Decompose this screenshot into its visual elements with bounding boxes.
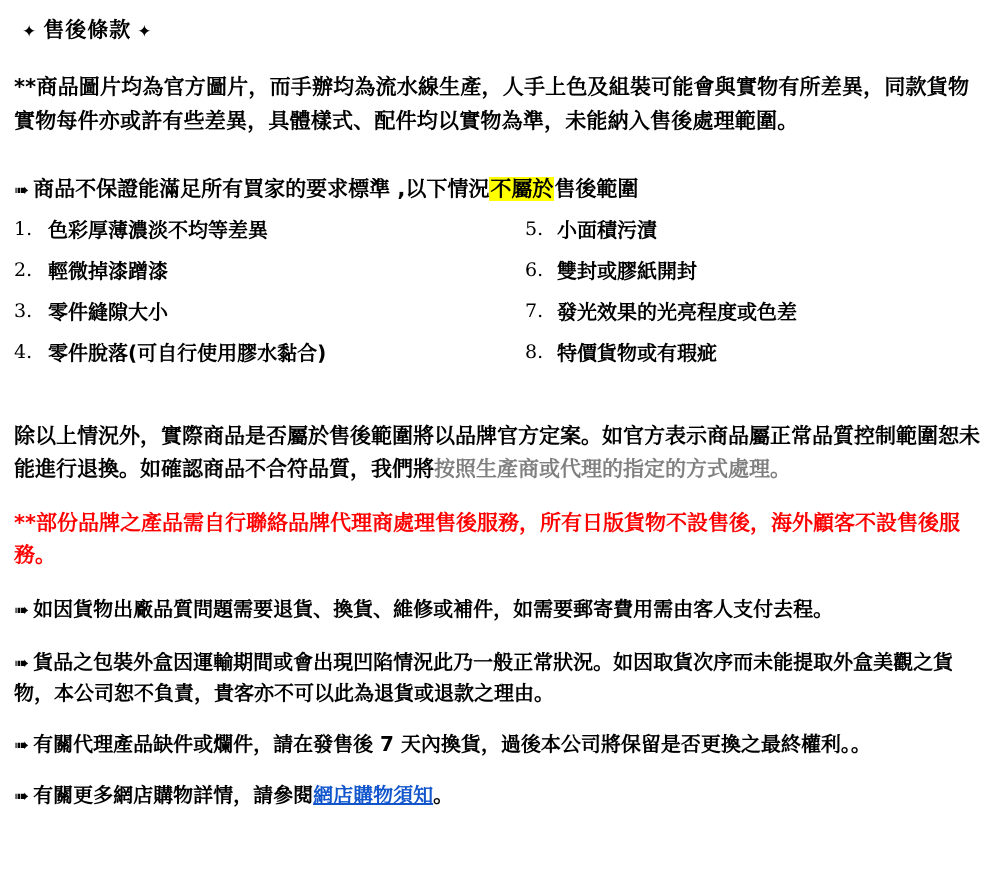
scope-line	[14, 174, 988, 206]
note-more-info-after: 。	[433, 782, 454, 807]
exclusions-left-list	[14, 217, 501, 365]
list-item-label: 色彩厚薄濃淡不均等差異	[48, 217, 268, 242]
arrow-icon: ➠	[14, 734, 30, 756]
exclusions-right-column	[501, 217, 988, 384]
list-item-number: 6.	[525, 258, 544, 281]
list-item	[14, 299, 501, 324]
note-shipping-fee	[14, 594, 988, 625]
scope-explanation-part2: 按照生產商或代理的指定的方式處理。	[434, 457, 791, 482]
arrow-icon: ➠	[14, 652, 30, 674]
list-item	[525, 217, 988, 242]
list-item	[525, 299, 988, 324]
scope-explanation-part1: 除以上情況外，實際商品是否屬於售後範圍將以品牌官方定案。如官方表示商品屬正常品質控制範圍恕未能進行退換。如確認商品不合符品質，我們將	[14, 423, 980, 482]
note-missing-parts-text: 有關代理產品缺件或爛件，請在發售後 7 天內換貨，過後本公司將保留是否更換之最終權利。。	[33, 731, 871, 756]
note-packaging-condition	[14, 647, 988, 709]
arrow-icon: ➠	[14, 785, 30, 807]
list-item-number: 3.	[14, 299, 33, 322]
scope-highlight: 不屬於	[490, 177, 554, 202]
scope-line-before: 商品不保證能滿足所有買家的要求標準 ,以下情況	[33, 177, 490, 202]
note-more-info	[14, 780, 988, 811]
list-item	[525, 340, 988, 365]
star-icon-left: ✦	[22, 22, 38, 42]
brand-agent-warning: **部份品牌之產品需自行聯絡品牌代理商處理售後服務，所有日版貨物不設售後，海外顧客不設售後服務。	[14, 510, 960, 568]
list-item-label: 小面積污漬	[557, 217, 657, 242]
list-item	[14, 340, 501, 365]
page-title-text: 售後條款	[43, 18, 132, 42]
intro-paragraph: **商品圖片均為官方圖片，而手辦均為流水線生產，人手上色及組裝可能會與實物有所差異，同款貨物實物每件亦或許有些差異，具體樣式、配件均以實物為準，未能納入售後處理範圍。	[14, 75, 970, 134]
exclusions-left-column	[14, 217, 501, 384]
note-shipping-fee-text: 如因貨物出廠品質問題需要退貨、換貨、維修或補件，如需要郵寄費用需由客人支付去程。	[33, 596, 834, 621]
list-item	[14, 217, 501, 242]
list-item	[14, 258, 501, 283]
page-title	[16, 14, 988, 44]
note-missing-parts	[14, 729, 988, 760]
note-packaging-condition-text: 貨品之包裝外盒因運輸期間或會出現凹陷情況此乃一般正常狀況。如因取貨次序而未能提取外盒美觀之貨物，本公司恕不負責，貴客亦不可以此為退貨或退款之理由。	[14, 649, 954, 705]
list-item-number: 7.	[525, 299, 544, 322]
list-item-number: 1.	[14, 217, 33, 240]
list-item-label: 發光效果的光亮程度或色差	[557, 299, 797, 324]
list-item-label: 輕微掉漆蹭漆	[48, 258, 168, 283]
exclusions-right-list	[525, 217, 988, 365]
scope-line-after: 售後範圍	[554, 177, 639, 202]
note-more-info-before: 有關更多網店購物詳情，請參閱	[33, 782, 314, 807]
list-item-label: 雙封或膠紙開封	[557, 258, 697, 283]
list-item-number: 4.	[14, 340, 33, 363]
list-item-label: 零件縫隙大小	[48, 299, 168, 324]
list-item-number: 8.	[525, 340, 544, 363]
arrow-icon: ➠	[14, 180, 30, 202]
list-item-label: 零件脫落(可自行使用膠水黏合)	[48, 340, 327, 365]
star-icon-right: ✦	[137, 22, 153, 42]
list-item	[525, 258, 988, 283]
list-item-number: 2.	[14, 258, 33, 281]
arrow-icon: ➠	[14, 599, 30, 621]
exclusions-lists	[14, 217, 988, 384]
shopping-guide-link[interactable]: 網店購物須知	[313, 782, 434, 807]
list-item-number: 5.	[525, 217, 544, 240]
scope-explanation-paragraph	[14, 420, 988, 487]
list-item-label: 特價貨物或有瑕疵	[557, 340, 717, 365]
